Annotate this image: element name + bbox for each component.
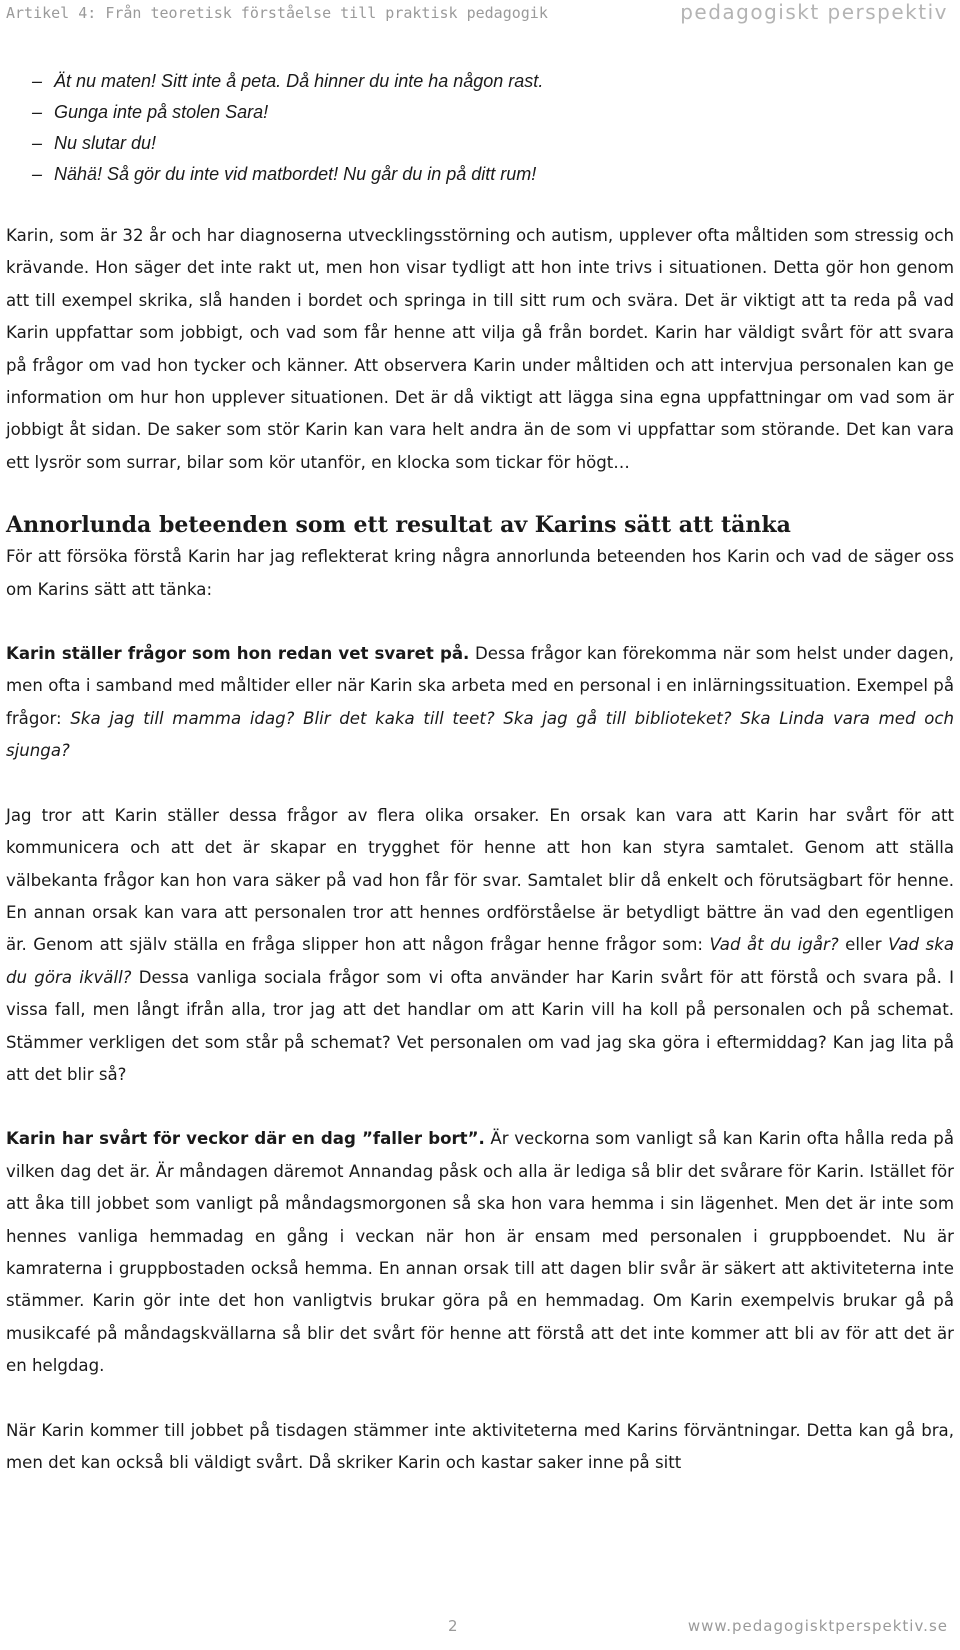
paragraph-reflection-intro: För att försöka förstå Karin har jag reflekterat kring några annorlunda beteenden hos Karin och vad de säger oss om Karins sätt att tänka: xyxy=(6,547,954,599)
article-body xyxy=(6,66,954,1479)
article-title: Artikel 4: Från teoretisk förståelse till praktisk pedagogik xyxy=(6,4,548,22)
page-number: 2 xyxy=(448,1617,458,1635)
paragraph-weeks: Karin har svårt för veckor där en dag ”faller bort”. Är veckorna som vanligt så kan Karin ofta hålla reda på vilken dag det är. Är måndagen däremot Annandag påsk och alla är lediga så blir det svårare för Karin. Istället för att åka till jobbet som vanligt på måndagsmorgonen så ska hon vara hemma i sin lägenhet. Men det är inte som hennes vanliga hemmadag en gång i veckan när hon är ensam med personalen i gruppboendet. Nu är kamraterna i gruppbostaden också hemma. En annan orsak till att dagen blir svår är säkert att aktiviteterna inte stämmer. Karin gör inte det hon vanligtvis brukar göra på en hemmadag. Om Karin exempelvis brukar gå på musikcafé på måndagskvällarna så blir det svårt för henne att förstå att det inte kommer att bli av för att det är en helgdag. xyxy=(6,1129,954,1376)
paragraph-karin-intro: Karin, som är 32 år och har diagnoserna utvecklingsstörning och autism, upplever ofta måltiden som stressig och krävande. Hon säger det inte rakt ut, men hon visar tydligt att hon inte trivs i situationen. Detta gör hon genom att till exempel skrika, slå handen i bordet och springa in till sitt rum och svära. Det är viktigt att ta reda på vad Karin uppfattar som jobbigt, och vad som får henne att vilja gå från bordet. Karin har väldigt svårt för att svara på frågor om vad hon tycker och känner. Att observera Karin under måltiden och att intervjua personalen kan ge information om hur hon upplever situationen. Det är då viktigt att lägga sina egna uppfattningar om vad som är jobbigt åt sidan. De saker som stör Karin kan vara helt andra än de som vi uppfattar som störande. Det kan vara ett lysrör som surrar, bilar som kör utanför, en klocka som tickar för högt… xyxy=(6,226,954,472)
journal-name: pedagogiskt perspektiv xyxy=(680,0,948,24)
section-heading: Annorlunda beteenden som ett resultat av Karins sätt att tänka xyxy=(6,512,791,539)
bold-lead-questions: Karin ställer frågor som hon redan vet svaret på. xyxy=(6,644,470,664)
dialog-line: – Nu slutar du! xyxy=(32,133,157,153)
dialog-line: – Nähä! Så gör du inte vid matbordet! Nu går du in på ditt rum! xyxy=(32,164,537,184)
paragraph-tuesday: När Karin kommer till jobbet på tisdagen stämmer inte aktiviteterna med Karins förväntningar. Detta kan gå bra, men det kan också bli väldigt svårt. Då skriker Karin och kastar saker inne på sitt xyxy=(6,1420,954,1472)
dialog-line: – Gunga inte på stolen Sara! xyxy=(32,102,269,122)
dialog-quote xyxy=(6,66,954,190)
example-questions: Ska jag till mamma idag? Blir det kaka till teet? Ska jag gå till biblioteket? Ska Linda vara med och sjunga? xyxy=(6,708,955,761)
dialog-line: – Ät nu maten! Sitt inte å peta. Då hinner du inte ha någon rast. xyxy=(32,71,544,91)
paragraph-questions: Karin ställer frågor som hon redan vet svaret på. Dessa frågor kan förekomma när som helst under dagen, men ofta i samband med måltider eller när Karin ska arbeta med en personal i en inlärningssituation. Exempel på frågor: Ska jag till mamma idag? Blir det kaka till teet? Ska jag gå till biblioteket? Ska Linda vara med och sjunga? xyxy=(6,644,955,761)
paragraph-reasons: Jag tror att Karin ställer dessa frågor av flera olika orsaker. En orsak kan vara att Karin har svårt för att kommunicera och att det är skapar en trygghet för henne att hon kan styra samtalet. Genom att ställa välbekanta frågor kan hon vara säker på vad hon får för svar. Samtalet blir då enkelt och förutsägbart för henne. En annan orsak kan vara att personalen tror att hennes ordförståelse är betydligt bättre än vad den egentligen är. Genom att själv ställa en fråga slipper hon att någon frågar henne frågor som: Vad åt du igår? eller Vad ska du göra ikväll? Dessa vanliga sociala frågor som vi ofta använder har Karin svårt för att förstå och svara på. I vissa fall, men långt ifrån alla, tror jag att det handlar om att Karin vill ha koll på personalen och på schemat. Stämmer verkligen det som står på schemat? Vet personalen om vad jag ska göra i eftermiddag? Kan jag lita på att det blir så? xyxy=(6,805,954,1084)
bold-lead-weeks: Karin har svårt för veckor där en dag ”faller bort”. xyxy=(6,1129,485,1149)
footer-url: www.pedagogisktperspektiv.se xyxy=(687,1617,948,1635)
